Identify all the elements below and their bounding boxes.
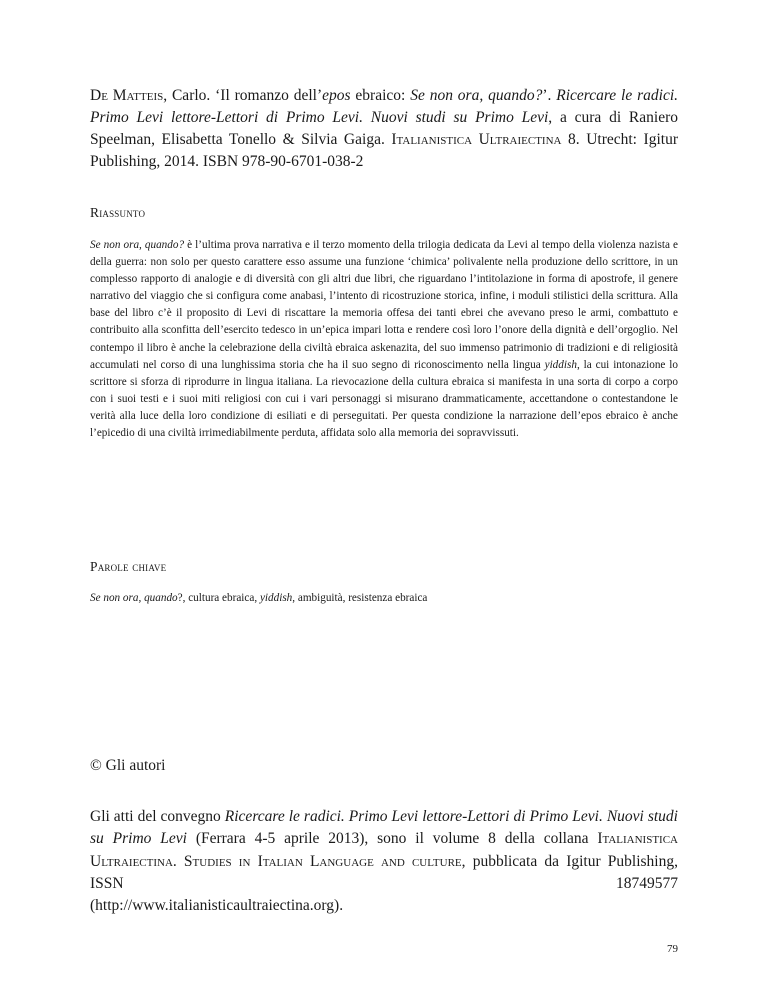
- proceedings-note: [90, 806, 678, 917]
- copyright-notice: © Gli autori: [90, 757, 166, 774]
- keyword-separator: , ambiguità, resistenza ebraica: [292, 592, 428, 604]
- citation-text: ebraico:: [350, 87, 411, 104]
- keyword-yiddish: yiddish: [259, 592, 293, 604]
- proceedings-title: Ricercare le radici. Primo Levi lettore-Lettori di Primo Levi. Nuovi studi su Primo Levi: [90, 808, 678, 848]
- proceedings-text: (Ferrara 4-5 aprile 2013), sono il volume 8 della collana: [186, 830, 598, 848]
- abstract-title: Se non ora, quando?: [90, 239, 185, 251]
- proceedings-main: [90, 806, 678, 895]
- abstract-text: è l’ultima prova narrativa e il terzo momento della trilogia dedicata da Levi al tempo della violenza nazista e della guerra: non solo per questo carattere esso assume una funzione ‘chimica’ polivalente nella produzione dello scrittore, in un complesso rapporto di analogie e di diversità con gli altri due libri, che riguardano l’intitolazione in forma di apostrofe, il genere narrativo del viaggio che si configura come anabasi, l’intento di ricostruzione storica, infine, i moduli stilistici della scrittura. Alla base del libro c’è il proposito di Levi di riscattare la memoria offesa dei tanti ebrei che avevano preso le armi, combattuto e contribuito alla sconfitta dell’esercito tedesco in un’epica impari lotta e rendere così loro l’onore della dignità e dell’orgoglio. Nel contempo il libro è anche la celebrazione della civiltà ebraica askenazita, del suo immenso patrimonio di tradizioni e di religiosità accumulati nel corso di una lunghissima storia che ha il suo segno di riconoscimento nella lingua: [90, 239, 678, 371]
- keywords-list: [90, 590, 678, 607]
- abstract-paragraph: [90, 237, 678, 442]
- abstract-yiddish: yiddish: [544, 358, 577, 371]
- proceedings-series: Italianistica Ultraiectina. Studies in Italian Language and culture: [90, 830, 679, 870]
- author-surname: De Matteis: [90, 87, 164, 104]
- proceedings-text: Gli atti del convegno: [90, 808, 225, 825]
- citation: [90, 85, 678, 173]
- volume-title: Ricercare le radici. Primo Levi lettore-Lettori di Primo Levi. Nuovi studi su Primo Levi: [90, 87, 679, 126]
- keyword-title: Se non ora, quando: [90, 592, 178, 604]
- page-number: 79: [667, 943, 678, 955]
- proceedings-publisher: , pubblicata da Igitur Publishing, ISSN 18749577: [90, 852, 678, 892]
- abstract-text: , la cui intonazione lo scrittore si sforza di riprodurre in lingua italiana. La rievocazione della cultura ebraica si manifesta in una sorta di corpo a corpo con i suoi testi e i suoi miti religiosi con cui i vari personaggi si misurano drammaticamente, accettandone o contestandone le verità alla luce della loro condizione di esiliati e di perseguitati. Per questa condizione la narrazione dell’epos ebraico è anche l’epicedio di una civiltà irrimediabilmente perduta, affidata solo alla memoria dei sopravvissuti.: [90, 358, 678, 440]
- keyword-separator: ?, cultura ebraica,: [177, 592, 260, 604]
- citation-text: , Carlo. ‘Il romanzo dell’: [163, 87, 323, 104]
- riassunto-heading: Riassunto: [90, 205, 146, 220]
- citation-text: ’.: [542, 87, 557, 104]
- series-name: Italianistica Ultraiectina: [391, 131, 562, 148]
- proceedings-url: (http://www.italianisticaultraiectina.org).: [90, 897, 344, 915]
- document-page: [90, 0, 678, 994]
- citation-epos: epos: [322, 87, 351, 104]
- citation-publication: 8. Utrecht: Igitur Publishing, 2014. ISBN 978-90-6701-038-2: [90, 131, 678, 170]
- article-title: Se non ora, quando?: [410, 87, 543, 104]
- keywords-heading: Parole chiave: [90, 559, 167, 574]
- citation-editors: , a cura di Raniero Speelman, Elisabetta Tonello & Silvia Gaiga.: [90, 109, 678, 148]
